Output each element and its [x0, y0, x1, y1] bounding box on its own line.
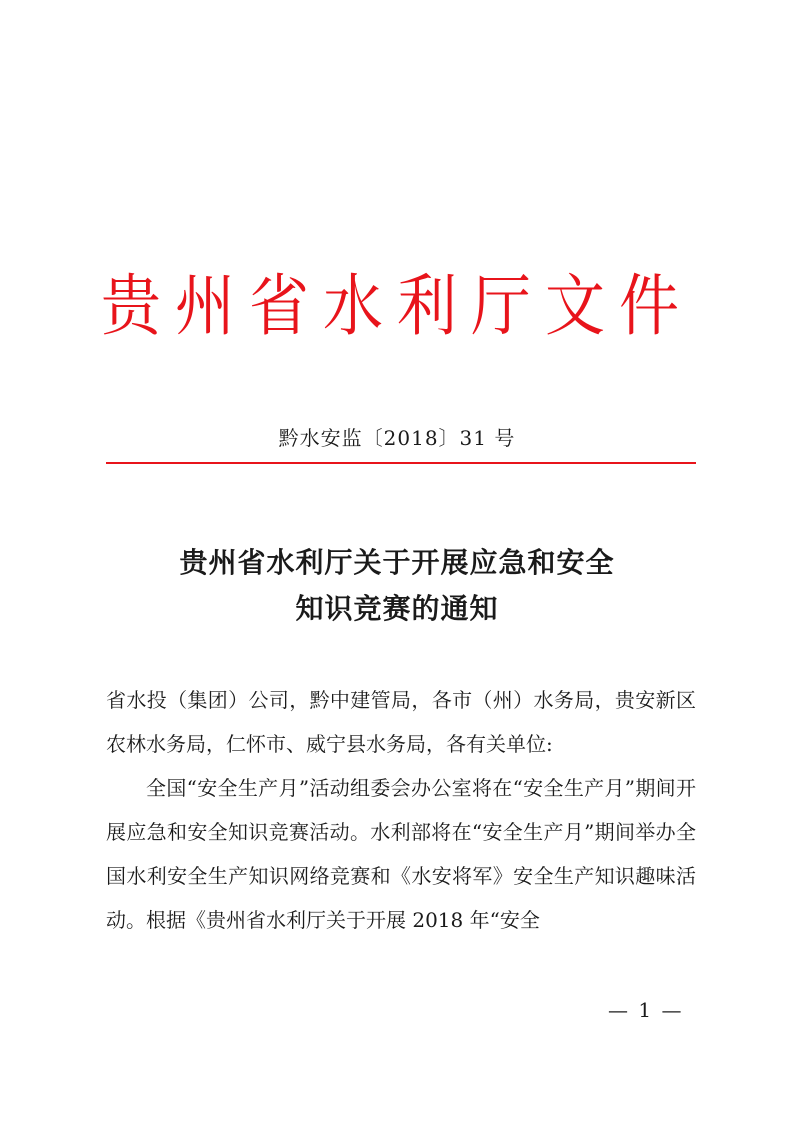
red-divider-line: [106, 462, 696, 464]
issuer-banner: 贵州省水利厅文件: [101, 267, 693, 346]
body-paragraph: 全国“安全生产月”活动组委会办公室将在“安全生产月”期间开展应急和安全知识竞赛活动。水利部将在“安全生产月”期间举办全国水利安全生产知识网络竞赛和《水安将军》安全生产知识趣味活动。根据《贵州省水利厅关于开展 2018 年“安全: [106, 776, 696, 932]
title-line-1: 贵州省水利厅关于开展应急和安全: [179, 546, 615, 579]
document-title: [0, 540, 794, 632]
addressee-paragraph: 省水投（集团）公司，黔中建管局，各市（州）水务局，贵安新区农林水务局，仁怀市、威宁县水务局，各有关单位:: [106, 688, 696, 756]
page-number: — 1 —: [608, 998, 684, 1022]
title-line-2: 知识竞赛的通知: [295, 592, 499, 625]
document-body: [106, 678, 696, 942]
document-number: 黔水安监〔2018〕31 号: [278, 426, 516, 450]
